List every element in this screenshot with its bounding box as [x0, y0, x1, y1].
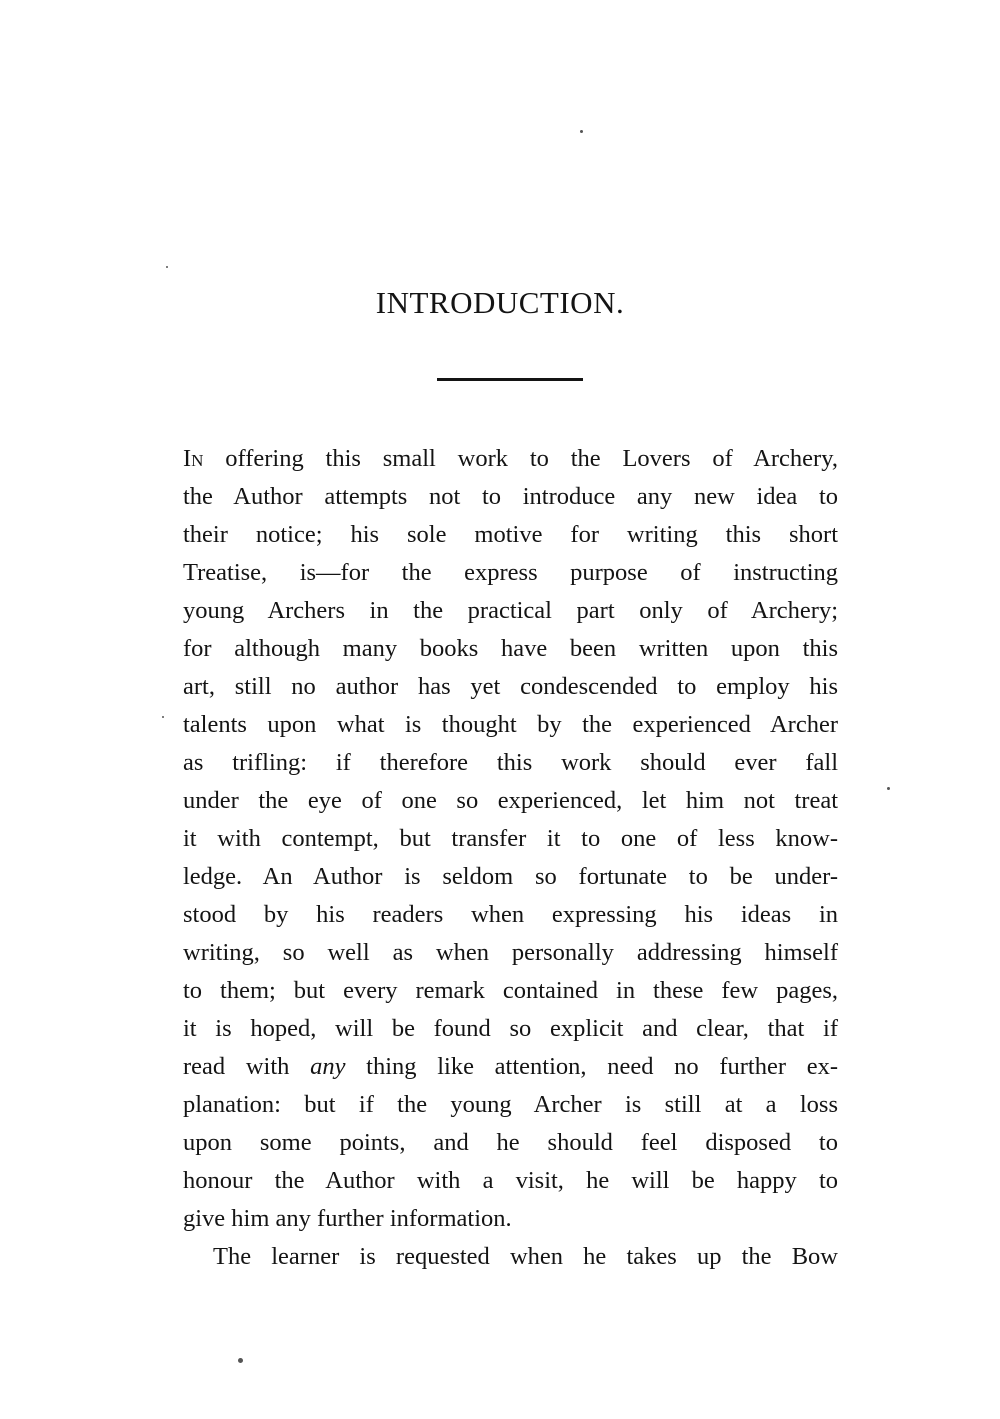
text-line: planation: but if the young Archer is still at a loss	[183, 1091, 838, 1118]
text-line: it with contempt, but transfer it to one of less know-	[183, 825, 838, 852]
text-line: upon some points, and he should feel disposed to	[183, 1129, 838, 1156]
drop-cap-word: In	[183, 445, 204, 472]
text-line: In offering this small work to the Lovers of Archery,	[183, 445, 838, 472]
text-line: Treatise, is—for the express purpose of instructing	[183, 559, 838, 586]
text-line: young Archers in the practical part only of Archery;	[183, 597, 838, 624]
scan-speck	[162, 716, 164, 718]
text-line: the Author attempts not to introduce any new idea to	[183, 483, 838, 510]
text-line: it is hoped, will be found so explicit and clear, that if	[183, 1015, 838, 1042]
scan-speck	[238, 1358, 243, 1363]
text-line: to them; but every remark contained in these few pages,	[183, 977, 838, 1004]
emphasis: any	[310, 1053, 346, 1080]
text-line: give him any further information.	[183, 1205, 512, 1232]
text-line: writing, so well as when personally addressing himself	[183, 939, 838, 966]
text-line: under the eye of one so experienced, let him not treat	[183, 787, 838, 814]
text-line: read with any thing like attention, need no further ex-	[183, 1053, 838, 1080]
text-line: talents upon what is thought by the experienced Archer	[183, 711, 838, 738]
scan-speck	[580, 130, 583, 133]
text-line: their notice; his sole motive for writing this short	[183, 521, 838, 548]
text-line: honour the Author with a visit, he will be happy to	[183, 1167, 838, 1194]
text-line: ledge. An Author is seldom so fortunate to be under-	[183, 863, 838, 890]
page-title: INTRODUCTION.	[375, 285, 625, 320]
text-line: as trifling: if therefore this work should ever fall	[183, 749, 838, 776]
text-line: for although many books have been written upon this	[183, 635, 838, 662]
text-line: art, still no author has yet condescended to employ his	[183, 673, 838, 700]
text-line: stood by his readers when expressing his ideas in	[183, 901, 838, 928]
scan-speck	[887, 787, 890, 790]
scan-speck	[166, 266, 168, 268]
title-rule	[437, 378, 583, 381]
body-text	[183, 440, 838, 1276]
text-line: The learner is requested when he takes up the Bow	[213, 1243, 838, 1270]
